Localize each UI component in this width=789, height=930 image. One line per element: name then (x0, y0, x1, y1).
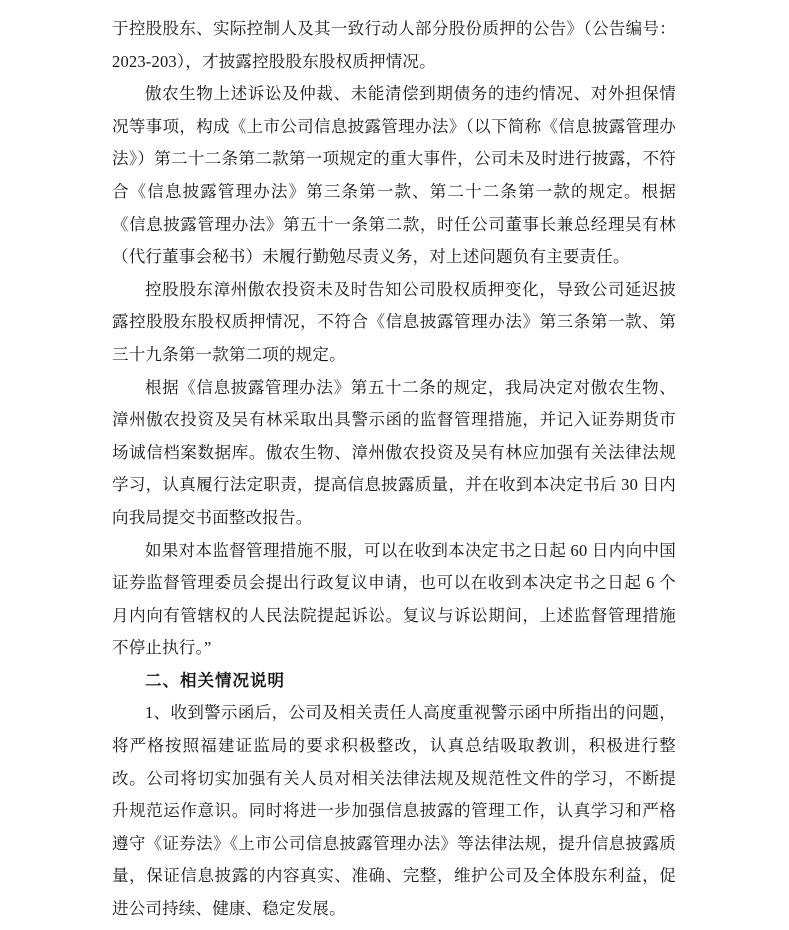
section-heading: 二、相关情况说明 (145, 671, 285, 690)
paragraph: 根据《信息披露管理办法》第五十二条的规定，我局决定对傲农生物、漳州傲农投资及吴有林采取出具警示函的监督管理措施，并记入证券期货市场诚信档案数据库。傲农生物、漳州傲农投资及吴有林应加强有关法律法规学习，认真履行法定职责，提高信息披露质量，并在收到本决定书后 30 日内向我局提交书面整改报告。 (112, 377, 676, 527)
paragraph: 傲农生物上述诉讼及仲裁、未能清偿到期债务的违约情况、对外担保情况等事项，构成《上市公司信息披露管理办法》（以下简称《信息披露管理办法》）第二十二条第二款第一项规定的重大事件，公司未及时进行披露，不符合《信息披露管理办法》第三条第一款、第二十二条第一款的规定。根据《信息披露管理办法》第五十一条第二款，时任公司董事长兼总经理吴有林（代行董事会秘书）未履行勤勉尽责义务，对上述问题负有主要责任。 (112, 84, 676, 267)
document-body (112, 13, 676, 926)
paragraph: 如果对本监督管理措施不服，可以在收到本决定书之日起 60 日内向中国证券监督管理委员会提出行政复议申请，也可以在收到本决定书之日起 6 个月内向有管辖权的人民法院提起诉讼。复议与诉讼期间，上述监督管理措施不停止执行。” (112, 540, 676, 658)
paragraph: 1、收到警示函后，公司及相关责任人高度重视警示函中所指出的问题，将严格按照福建证监局的要求积极整改，认真总结吸取教训，积极进行整改。公司将切实加强有关人员对相关法律法规及规范性文件的学习，不断提升规范运作意识。同时将进一步加强信息披露的管理工作，认真学习和严格遵守《证券法》《上市公司信息披露管理办法》等法律法规，提升信息披露质量，保证信息披露的内容真实、准确、完整，维护公司及全体股东利益，促进公司持续、健康、稳定发展。 (112, 703, 676, 919)
paragraph: 于控股股东、实际控制人及其一致行动人部分股份质押的公告》（公告编号：2023-203），才披露控股股东股权质押情况。 (112, 19, 676, 71)
paragraph: 控股股东漳州傲农投资未及时告知公司股权质押变化，导致公司延迟披露控股股东股权质押情况，不符合《信息披露管理办法》第三条第一款、第三十九条第一款第二项的规定。 (112, 279, 676, 364)
